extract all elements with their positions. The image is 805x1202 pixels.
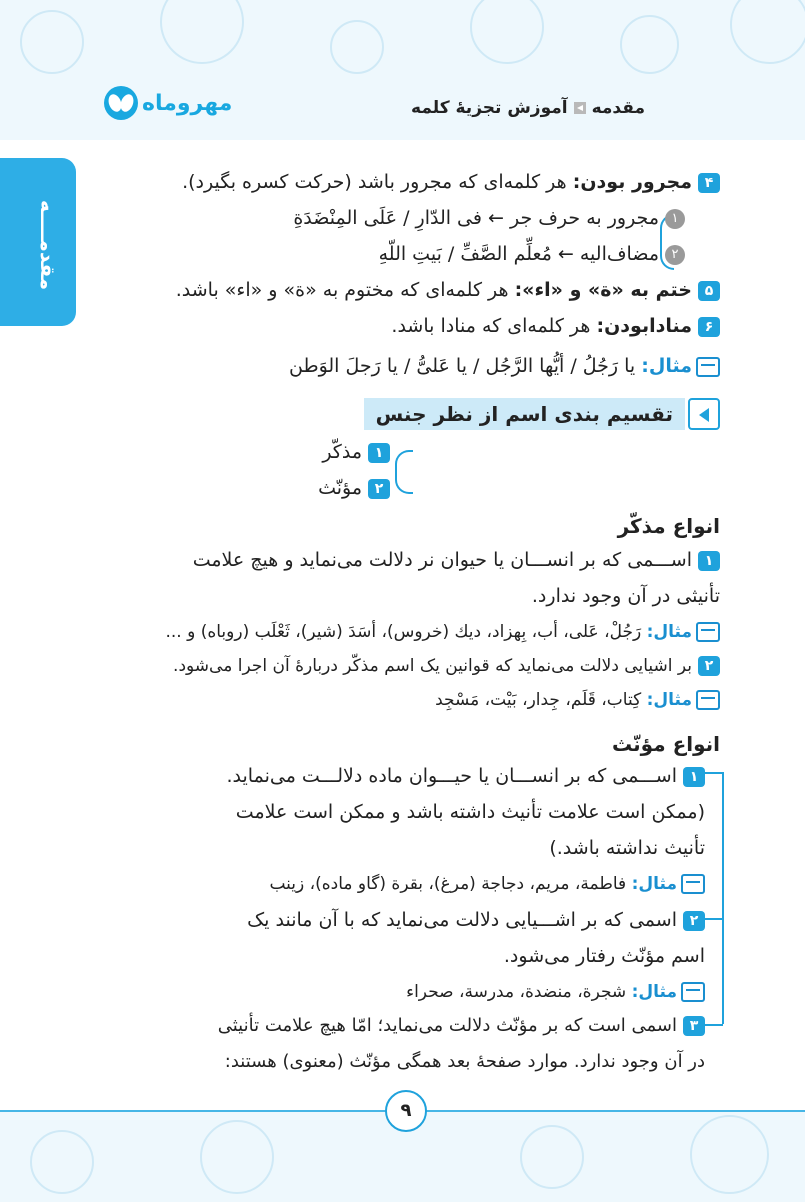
item-number-badge: ۳	[683, 1016, 705, 1036]
chevron-left-icon	[574, 102, 586, 114]
example-text: رَجُلْ، عَلی، أب، بِهزاد، دیك (خروس)، أسَدَ (شیر)، ثَعْلَب (روباه) و ...	[165, 622, 647, 642]
item-title: مجرور بودن:	[572, 171, 692, 193]
paragraph-line: تأنیثی در آن وجود ندارد.	[531, 585, 720, 607]
tree-hook	[705, 1024, 723, 1026]
feminine-p3	[218, 1012, 705, 1040]
sub-number: ۲	[665, 245, 685, 265]
item-title: ختم به «ة» و «اء»:	[514, 279, 692, 301]
gender-item	[322, 438, 390, 466]
feminine-heading: انواع مؤنّث	[612, 732, 720, 756]
masculine-heading: انواع مذکّر	[617, 514, 720, 538]
feminine-tree-line	[722, 772, 724, 1024]
paragraph-line: بر اشیایی دلالت می‌نماید که قوانین یک اسم مذکّر دربارهٔ آن اجرا می‌شود.	[173, 656, 692, 676]
item-number-badge: ۲	[683, 911, 705, 931]
breadcrumb-section: مقدمه	[591, 98, 645, 118]
gender-bracket	[395, 450, 413, 494]
item-number-badge: ۴	[698, 173, 720, 193]
feminine-p1	[227, 762, 706, 790]
brand	[104, 86, 232, 120]
breadcrumb	[411, 92, 645, 124]
feminine-p2	[247, 906, 705, 934]
item-text: هر کلمه‌ای که مجرور باشد (حرکت کسره بگیرد).	[182, 171, 573, 193]
masculine-p1	[193, 546, 720, 574]
brand-name: مهروماه	[142, 90, 233, 116]
item-khatm	[176, 276, 720, 304]
example-text: شجرة، منضدة، مدرسة، صحراء	[406, 982, 632, 1002]
paragraph-line: (ممکن است علامت تأنیث داشته باشد و ممکن است علامت	[235, 801, 705, 823]
item-number-badge: ۱	[368, 443, 390, 463]
example-icon	[681, 874, 705, 894]
example-text: فاطمة، مریم، دجاجة (مرغ)، بقرة (گاو ماده)، زینب	[269, 874, 632, 894]
item-number-badge: ۱	[698, 551, 720, 571]
example-text: کِتاب، قَلَم، جِدار، بَیْت، مَسْجِد	[435, 690, 647, 710]
sub-text: مجرور به حرف جر ← فی الدّارِ / عَلَی المِنْضَدَةِ	[293, 207, 659, 229]
gender-item	[318, 474, 390, 502]
breadcrumb-chapter: آموزش تجزیهٔ کلمه	[411, 98, 568, 118]
example-icon	[696, 690, 720, 710]
paragraph-line: تأنیث نداشته باشد.)	[549, 837, 705, 859]
butterfly-logo-icon	[104, 86, 138, 120]
item-title: منادابودن:	[596, 315, 692, 337]
page-number: ۹	[385, 1090, 427, 1132]
sub-number: ۱	[665, 209, 685, 229]
example-label: مثال:	[631, 982, 677, 1002]
example-line	[406, 978, 705, 1006]
paragraph-line: اسم مؤنّث رفتار می‌شود.	[503, 945, 705, 967]
item-number-badge: ۵	[698, 281, 720, 301]
example-label: مثال:	[646, 622, 692, 642]
tree-hook	[705, 918, 723, 920]
item-majrur	[182, 168, 720, 196]
paragraph-line: اسمی است که بر مؤنّث دلالت می‌نماید؛ امّا هیچ علامت تأنیثی	[217, 1015, 677, 1036]
paragraph-line: در آن وجود ندارد. موارد صفحهٔ بعد همگی مؤنّث (معنوی) هستند:	[224, 1051, 705, 1072]
item-monada	[391, 312, 720, 340]
item-number-badge: ۲	[368, 479, 390, 499]
paragraph-line: اســـمی که بر انســـان یا حیـــوان ماده دلالـــت می‌نماید.	[226, 765, 677, 787]
item-text: هر کلمه‌ای که مختوم به «ة» و «اء» باشد.	[175, 279, 515, 301]
paragraph-line: اســـمی که بر انســـان یا حیوان نر دلالت می‌نماید و هیچ علامت	[192, 549, 692, 571]
sub-item	[379, 240, 685, 268]
example-line	[435, 686, 720, 714]
tree-hook	[705, 772, 723, 774]
item-text: هر کلمه‌ای که منادا باشد.	[391, 315, 597, 337]
example-icon	[696, 357, 720, 377]
example-label: مثال:	[631, 874, 677, 894]
example-line	[289, 352, 720, 380]
masculine-p2	[173, 652, 720, 680]
example-line	[269, 870, 705, 898]
item-number-badge: ۶	[698, 317, 720, 337]
gender-label: مذکّر	[322, 441, 362, 463]
example-line	[165, 618, 720, 646]
gender-label: مؤنّث	[318, 477, 362, 499]
example-icon	[681, 982, 705, 1002]
example-label: مثال:	[646, 690, 692, 710]
item-number-badge: ۱	[683, 767, 705, 787]
sub-item	[293, 204, 685, 232]
item-number-badge: ۲	[698, 656, 720, 676]
example-text: یا رَجُلُ / أيُّها الرَّجُل / یا عَلیُّ / یا رَجلَ الوَطن	[288, 355, 642, 377]
example-icon	[696, 622, 720, 642]
sub-text: مضاف‌الیه ← مُعلِّم الصَّفِّ / بَیتِ اللّهِ	[378, 243, 659, 265]
example-label: مثال:	[641, 355, 692, 377]
section-title: تقسیم بندی اسم از نظر جنس	[364, 398, 685, 430]
side-tab-label: مقدمــــه	[36, 199, 60, 291]
section-arrow-icon	[688, 398, 720, 430]
paragraph-line: اسمی که بر اشـــیایی دلالت می‌نماید که با آن مانند یک	[247, 909, 677, 931]
